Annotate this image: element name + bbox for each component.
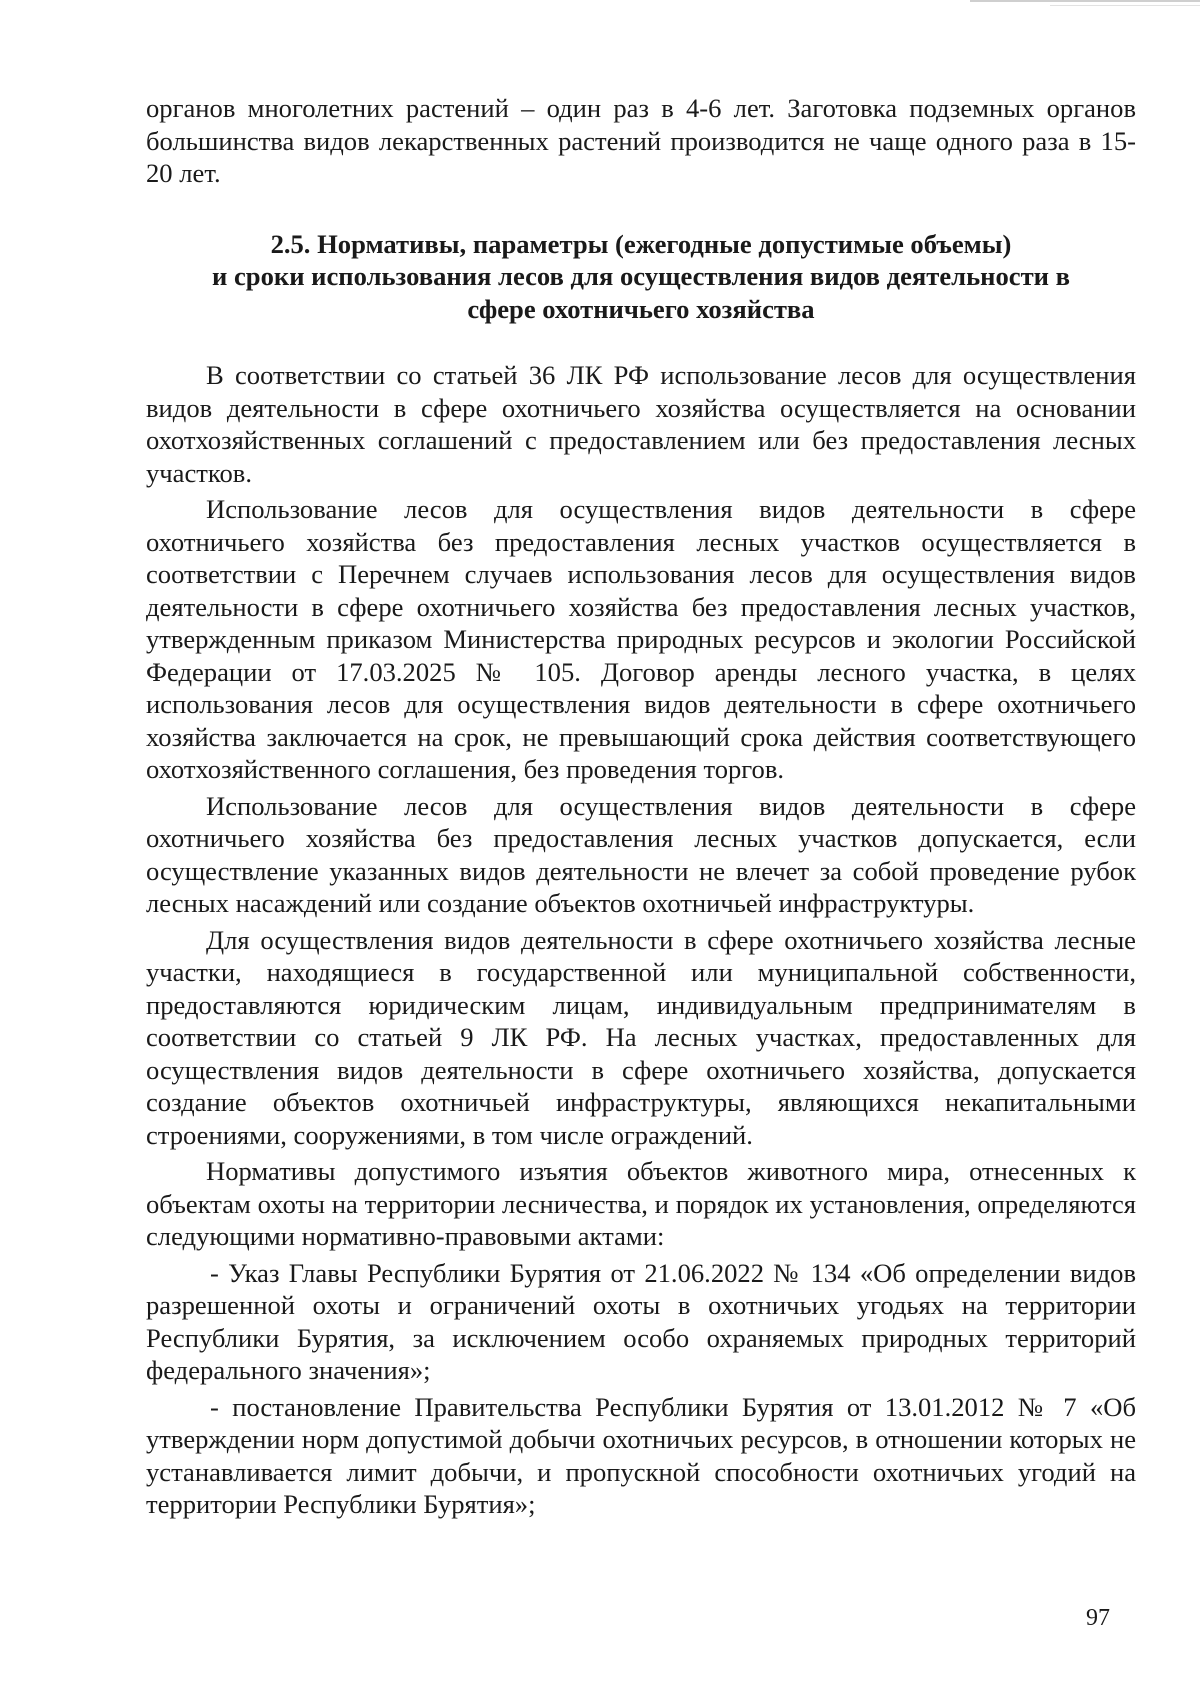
section-heading-line-3: сфере охотничьего хозяйства xyxy=(467,293,815,324)
section-heading-line-2: и сроки использования лесов для осуществления видов деятельности в xyxy=(212,261,1070,291)
list-item-resolution: - постановление Правительства Республики Бурятия от 13.01.2012 № 7 «Об утверждении норм допустимой добычи охотничьих ресурсов, в отношении которых не устанавливается лимит добычи, и пропускной способности охотничьих угодий на территории Республики Бурятия»; xyxy=(146,1391,1136,1519)
paragraph-continued: органов многолетних растений – один раз в 4-6 лет. Заготовка подземных органов большинства видов лекарственных растений производится не чаще одного раза в 15-20 лет. xyxy=(146,93,1136,188)
document-page xyxy=(146,92,1136,1521)
section-heading-line-1: 2.5. Нормативы, параметры (ежегодные допустимые объемы) xyxy=(270,228,1012,259)
paragraph-legal-basis: В соответствии со статьей 36 ЛК РФ использование лесов для осуществления видов деятельности в сфере охотничьего хозяйства осуществляется на основании охотхозяйственных соглашений с предоставлением или без предоставления лесных участков. xyxy=(146,360,1136,488)
list-item-decree: - Указ Главы Республики Бурятия от 21.06.2022 № 134 «Об определении видов разрешенной охоты и ограничений охоты в охотничьих угодьях на территории Республики Бурятия, за исключением особо охраняемых природных территорий федерального значения»; xyxy=(146,1257,1136,1385)
paragraph-allowed-use: Использование лесов для осуществления видов деятельности в сфере охотничьего хозяйства без предоставления лесных участков допускается, если осуществление указанных видов деятельности не влечет за собой проведение рубок лесных насаждений или создание объектов охотничьей инфраструктуры. xyxy=(146,790,1136,918)
section-heading xyxy=(146,228,1136,326)
scan-edge-line xyxy=(970,0,1200,2)
scan-edge-line-secondary xyxy=(1050,5,1200,6)
paragraph-plots-provision: Для осуществления видов деятельности в сфере охотничьего хозяйства лесные участки, находящиеся в государственной или муниципальной собственности, предоставляются юридическим лицам, индивидуальным предпринимателям в соответствии со статьей 9 ЛК РФ. На лесных участках, предоставленных для осуществления видов деятельности в сфере охотничьего хозяйства, допускается создание объектов охотничьей инфраструктуры, являющихся некапитальными строениями, сооружениями, в том числе ограждений. xyxy=(146,924,1136,1150)
page-number: 97 xyxy=(1086,1605,1110,1631)
paragraph-without-plots: Использование лесов для осуществления видов деятельности в сфере охотничьего хозяйства без предоставления лесных участков осуществляется в соответствии с Перечнем случаев использования лесов для осуществления видов деятельности в сфере охотничьего хозяйства без предоставления лесных участков, утвержденным приказом Министерства природных ресурсов и экологии Российской Федерации от 17.03.2025 № 105. Договор аренды лесного участка, в целях использования лесов для осуществления видов деятельности в сфере охотничьего хозяйства заключается на срок, не превышающий срока действия соответствующего охотхозяйственного соглашения, без проведения торгов. xyxy=(146,494,1136,784)
paragraph-norms: Нормативы допустимого изъятия объектов животного мира, отнесенных к объектам охоты на территории лесничества, и порядок их установления, определяются следующими нормативно-правовыми актами: xyxy=(146,1156,1136,1251)
